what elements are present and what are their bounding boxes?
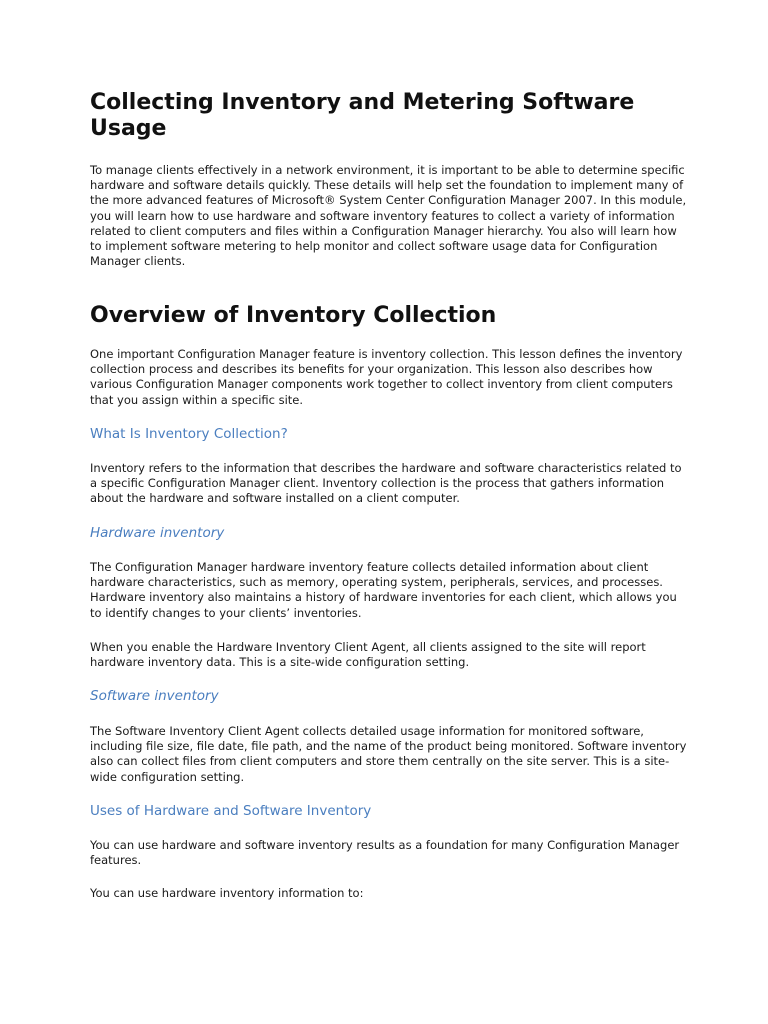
software-paragraph: The Software Inventory Client Agent collects detailed usage information for monitored software, including file size, file date, file path, and the name of the product being monitored. Software inventory also can collect files from client computers and store them centrally on the site server. This is a site-wide configuration setting.: [90, 724, 687, 784]
hardware-paragraph-2: When you enable the Hardware Inventory Client Agent, all clients assigned to the site will report hardware inventory data. This is a site-wide configuration setting.: [90, 640, 646, 670]
uses-paragraph-1: You can use hardware and software inventory results as a foundation for many Configuration Manager features.: [90, 838, 680, 868]
uses-paragraph-2: You can use hardware inventory information to:: [90, 886, 364, 900]
intro-paragraph: To manage clients effectively in a network environment, it is important to be able to determine specific hardware and software details quickly. These details will help set the foundation to implement many of the more advanced features of Microsoft® System Center Configuration Manager 2007. In this module, you will learn how to use hardware and software inventory features to collect a variety of information related to client computers and files within a Configuration Manager hierarchy. You also will learn how to implement software metering to help monitor and collect software usage data for Configuration Manager clients.: [90, 163, 687, 269]
what-is-paragraph: Inventory refers to the information that describes the hardware and software characteristics related to a specific Configuration Manager client. Inventory collection is the process that gathers information about the hardware and software installed on a client computer.: [90, 461, 682, 506]
page-title: Collecting Inventory and Metering Software Usage: [90, 90, 635, 141]
uses-heading: Uses of Hardware and Software Inventory: [90, 803, 372, 819]
hardware-paragraph-1: The Configuration Manager hardware inventory feature collects detailed information about client hardware characteristics, such as memory, operating system, peripherals, services, and processes. Hardware inventory also maintains a history of hardware inventories for each client, which allows you to identify changes to your clients’ inventories.: [90, 560, 677, 620]
what-is-heading: What Is Inventory Collection?: [90, 426, 288, 442]
software-inventory-heading: Software inventory: [90, 688, 219, 704]
overview-paragraph: One important Configuration Manager feature is inventory collection. This lesson defines the inventory collection process and describes its benefits for your organization. This lesson also describes how various Configuration Manager components work together to collect inventory from client computers that you assign within a specific site.: [90, 347, 683, 407]
overview-heading: Overview of Inventory Collection: [90, 303, 497, 328]
hardware-inventory-heading: Hardware inventory: [90, 525, 225, 541]
